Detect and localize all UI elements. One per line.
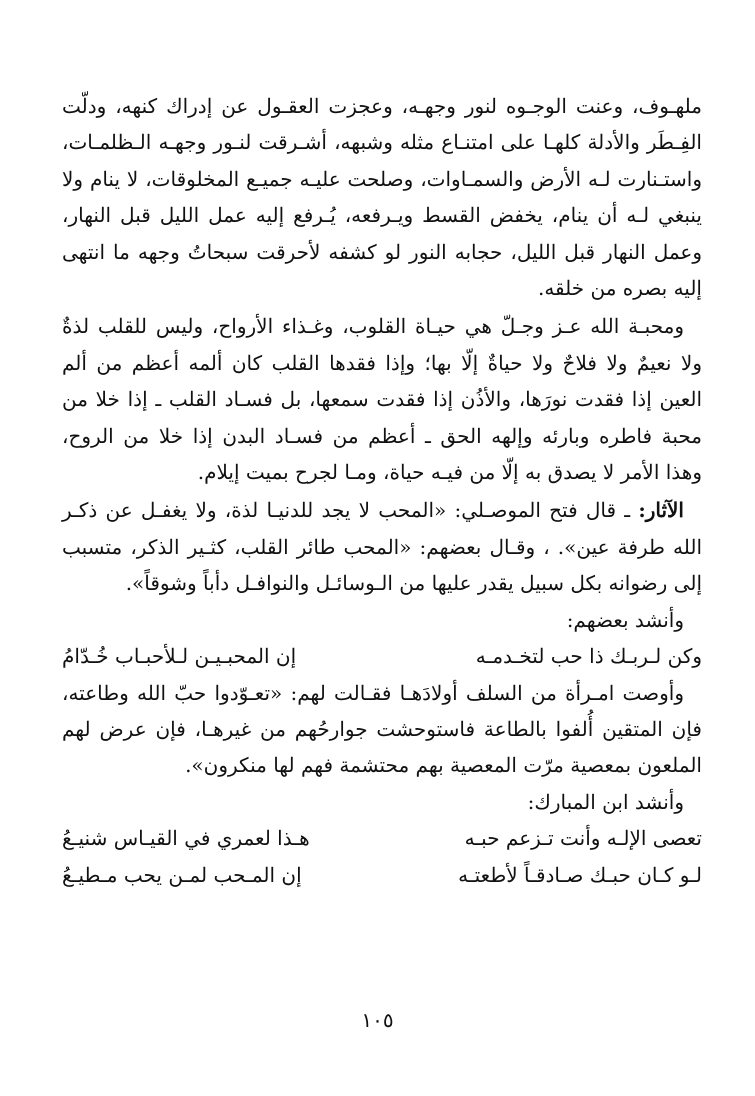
verse-line-2 [62, 820, 702, 856]
verse-intro-ibn-mubarak: وأنشد ابن المبارك: [527, 789, 684, 814]
paragraph-woman-advice: وأوصت امـرأة من السلف أولادَهـا فقـالت لهم: «تعـوّدوا حبّ الله وطاعته، فإن المتقين أُلفوا بالطاعة فاستوحشت جوارحُهم من غيرهـا، فإن عرض لهم الملعون بمعصية مرّت المعصية بهم محتشمة فهم لها منكرون». [62, 680, 702, 778]
verse-1-first-hemistich: وكن لـربـك ذا حب لتخـدمـه [475, 644, 702, 669]
paragraph-love-of-god: ومحبـة الله عـز وجـلّ هي حيـاة القلوب، وغـذاء الأرواح، وليس للقلب لذةٌ ولا نعيمٌ ولا فلاحٌ ولا حياةٌ إلّا بها؛ وإذا فقدها القلب كان ألمه أعظم من ألم العين إذا فقدت نورَها، والأذُن إذا فقدت سمعها، بل فسـاد القلب ـ إذا خلا من محبة فاطره وبارئه وإلهه الحق ـ أعظم من فسـاد البدن إذا خلا من الروح، وهذا الأمر لا يصدق به إلّا من فيـه حياة، ومـا لجرح بميت إيلام. [62, 314, 702, 485]
athar-heading: الآثار: [638, 498, 684, 523]
verse-3-first-hemistich: لـو كـان حبـك صـادقـاً لأطعتـه [458, 862, 702, 887]
paragraph-divine-light: ملهـوف، وعنت الوجـوه لنور وجهـه، وعجزت العقـول عن إدراك كنهه، ودلّت الفِـطَر والأدلة كلهـا على امتنـاع مثله وشبهه، أشـرقت لنـور وجهـه الـظلمـات، واستـنارت لـه الأرض والسمـاوات، وصلحت عليـه جميـع المخلوقات، لا ينام ولا ينبغي لـه أن ينام، يخفض القسط ويـرفعه، يُـرفع إليه عمل الليل قبل النهار، وعمل النهار قبل الليل، حجابه النور لو كشفه لأحرقت سبحاتُ وجهه ما انتهى إليه بصره من خلقه. [62, 94, 702, 301]
verse-line-1 [62, 638, 702, 674]
page-number: ١٠٥ [361, 1008, 394, 1032]
verse-2-second-hemistich: هـذا لعمري في القيـاس شنيـعُ [62, 826, 310, 851]
verse-3-second-hemistich: إن المـحب لمـن يحب مـطيـعُ [62, 862, 302, 887]
verse-intro-some: وأنشد بعضهم: [566, 607, 684, 632]
verse-2-first-hemistich: تعصى الإلـه وأنت تـزعم حبـه [464, 826, 702, 851]
verse-line-3 [62, 857, 702, 893]
page-body [62, 88, 702, 893]
athar-text: ـ قال فتح الموصـلي: «المحب لا يجد للدنيـا لذة، ولا يغفـل عن ذكـر الله طرفة عين». ، وقـال بعضهم: «المحب طائر القلب، كثـير الذكر، متسبب إلى رضوانه بكل سبيل يقدر عليها من الـوسائـل والنوافـل دأباً وشوقاً». [62, 498, 702, 596]
paragraph-athar [62, 492, 702, 601]
verse-1-second-hemistich: إن المحبـيـن لـلأحبـاب خُـدّامُ [62, 644, 297, 669]
